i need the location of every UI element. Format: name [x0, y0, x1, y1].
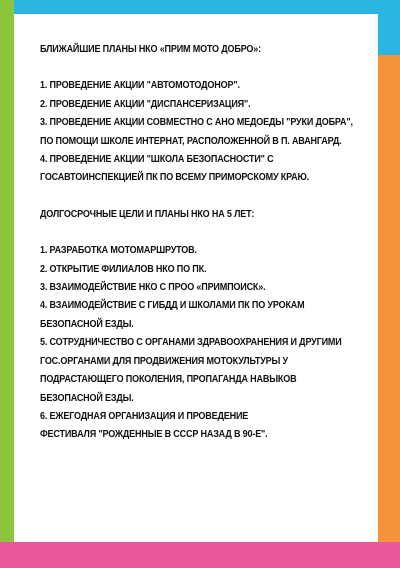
- long-term-line: 3. ВЗАИМОДЕЙСТВИЕ НКО С ПРОО «ПРИМПОИСК».: [40, 281, 266, 294]
- long-term-line: БЕЗОПАСНОЙ ЕЗДЫ.: [40, 391, 134, 404]
- long-term-line: ФЕСТИВАЛЯ "РОЖДЕННЫЕ В СССР НАЗАД В 90-Е".: [40, 428, 268, 441]
- left-color-bar: [0, 0, 14, 568]
- long-term-line: 5. СОТРУДНИЧЕСТВО С ОРГАНАМИ ЗДРАВООХРАНЕНИЯ И ДРУГИМИ: [40, 336, 342, 349]
- near-plan-line: 4. ПРОВЕДЕНИЕ АКЦИИ "ШКОЛА БЕЗОПАСНОСТИ" С: [40, 153, 274, 166]
- long-term-line: ПОДРАСТАЮЩЕГО ПОКОЛЕНИЯ, ПРОПАГАНДА НАВЫКОВ: [40, 373, 297, 386]
- right-top-color-bar: [378, 0, 400, 55]
- near-plan-line: 1. ПРОВЕДЕНИЕ АКЦИИ "АВТОМОТОДОНОР".: [40, 79, 240, 92]
- near-plan-line: 2. ПРОВЕДЕНИЕ АКЦИИ "ДИСПАНСЕРИЗАЦИЯ".: [40, 97, 251, 110]
- long-term-line: 1. РАЗРАБОТКА МОТОМАРШРУТОВ.: [40, 244, 197, 257]
- near-plan-line: 3. ПРОВЕДЕНИЕ АКЦИИ СОВМЕСТНО С АНО МЕДОЕДЫ "РУКИ ДОБРА",: [40, 116, 353, 129]
- long-term-line: 6. ЕЖЕГОДНАЯ ОРГАНИЗАЦИЯ И ПРОВЕДЕНИЕ: [40, 409, 249, 422]
- long-term-list: [40, 241, 367, 443]
- long-term-line: 4. ВЗАИМОДЕЙСТВИЕ С ГИБДД И ШКОЛАМИ ПК ПО УРОКАМ: [40, 299, 305, 312]
- long-term-heading: ДОЛГОСРОЧНЫЕ ЦЕЛИ И ПЛАНЫ НКО НА 5 ЛЕТ:: [40, 207, 255, 220]
- section-spacer: [40, 187, 367, 205]
- near-plans-list: [40, 76, 367, 186]
- long-term-line: ГОС.ОРГАНАМИ ДЛЯ ПРОДВИЖЕНИЯ МОТОКУЛЬТУРЫ У: [40, 354, 288, 367]
- near-plans-heading: БЛИЖАЙШИЕ ПЛАНЫ НКО «ПРИМ МОТО ДОБРО»:: [40, 43, 261, 55]
- near-plan-line: ПО ПОМОЩИ ШКОЛЕ ИНТЕРНАТ, РАСПОЛОЖЕННОЙ В П. АВАНГАРД.: [40, 134, 342, 147]
- right-color-bar: [378, 0, 400, 568]
- top-color-bar: [0, 0, 400, 14]
- bottom-color-bar: [0, 542, 400, 568]
- long-term-line: 2. ОТКРЫТИЕ ФИЛИАЛОВ НКО ПО ПК.: [40, 262, 207, 275]
- long-term-line: БЕЗОПАСНОЙ ЕЗДЫ.: [40, 317, 134, 330]
- document-body: [40, 40, 367, 444]
- near-plan-line: ГОСАВТОИНСПЕКЦИЕЙ ПК ПО ВСЕМУ ПРИМОРСКОМУ КРАЮ.: [40, 171, 309, 184]
